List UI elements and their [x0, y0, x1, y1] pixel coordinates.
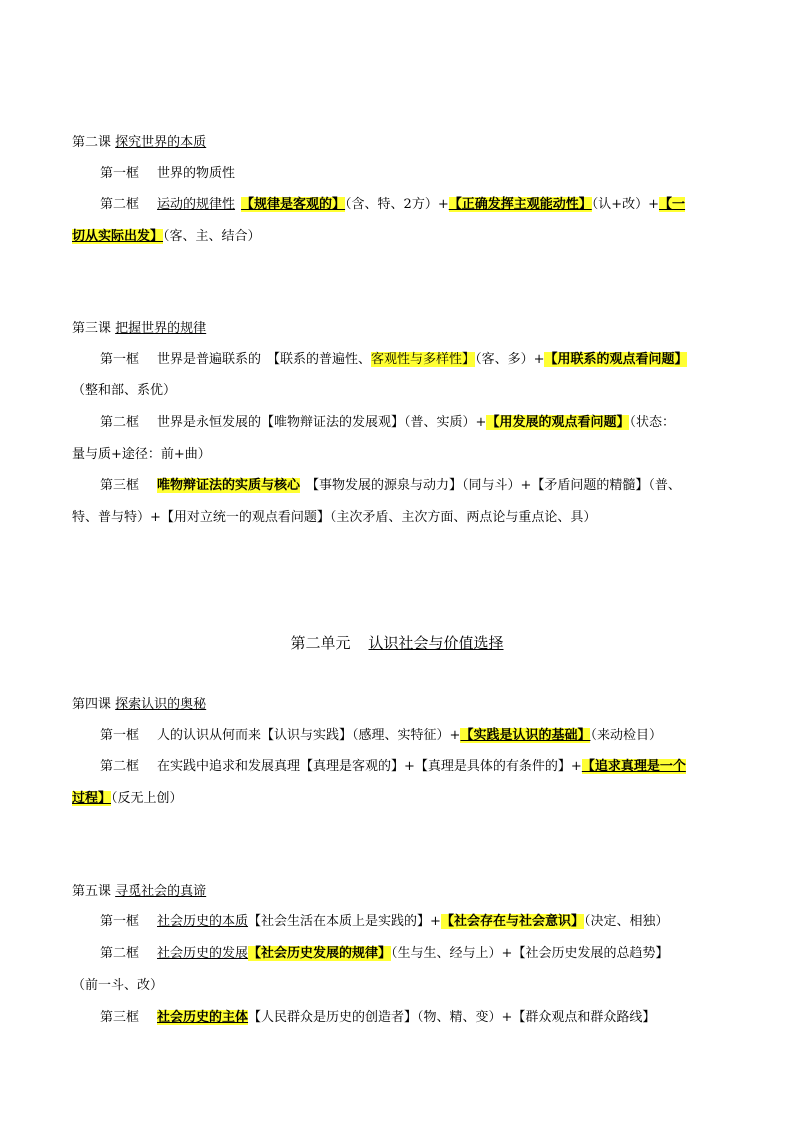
frame-title: 社会历史的本质 — [157, 914, 249, 929]
lesson5-frame2 — [100, 945, 732, 963]
lesson5-frame3 — [100, 1009, 732, 1027]
frame-number: 第三框 — [100, 1010, 140, 1025]
lesson5-label: 第五课 — [72, 884, 112, 899]
lesson4-frame2 — [100, 758, 732, 776]
lesson2-frame2-cont — [72, 228, 732, 246]
lesson3-frame3-cont — [72, 509, 732, 527]
lesson4-frame1 — [100, 727, 732, 745]
frame-title: 世界的物质性 — [157, 166, 236, 181]
frame-title: 世界是普遍联系的 — [157, 352, 262, 367]
key-point: 【社会存在与社会意识】 — [440, 914, 584, 929]
note: （客、多）+ — [475, 352, 545, 367]
lesson3-title: 把握世界的规律 — [115, 321, 207, 336]
key-point: 【规律是客观的】 — [241, 197, 346, 212]
lesson4-title: 探索认识的奥秘 — [115, 697, 207, 712]
note: （决定、相独） — [583, 914, 669, 929]
frame-number: 第一框 — [100, 166, 140, 181]
key-point: 客观性与多样性】 — [371, 352, 476, 367]
note: （前一斗、改） — [72, 978, 164, 993]
key-point: 【实践是认识的基础】 — [460, 728, 591, 743]
lesson2-title: 探究世界的本质 — [115, 135, 207, 150]
unit-title: 认识社会与价值选择 — [368, 634, 504, 652]
lesson5-frame2-cont — [72, 977, 732, 995]
note: （状态： — [629, 415, 675, 430]
key-point: 唯物辩证法的实质与核心 — [157, 478, 301, 493]
key-point: 【正确发挥主观能动性】 — [448, 197, 592, 212]
point: 【社会生活在本质上是实践的】+ — [248, 914, 441, 929]
lesson2-label: 第二课 — [72, 135, 112, 150]
point: 【认识与实践】（感理、实特征）+ — [261, 728, 461, 743]
point: 【联系的普遍性、 — [267, 352, 372, 367]
point: 【人民群众是历史的创造者】（物、精、变）+【群众观点和群众路线】 — [248, 1010, 656, 1025]
lesson3-frame2 — [100, 414, 732, 432]
key-point: 【用联系的观点看问题】 — [544, 352, 688, 367]
note: （整和部、系优） — [72, 383, 177, 398]
frame-title: 社会历史的发展 — [157, 946, 249, 961]
lesson2-frame1 — [100, 165, 732, 183]
key-point: 【社会历史发展的规律】 — [248, 946, 392, 961]
lesson5-heading — [72, 883, 732, 901]
key-point: 切从实际出发】 — [72, 229, 164, 244]
note: （客、主、结合） — [163, 229, 261, 244]
frame-number: 第一框 — [100, 728, 140, 743]
frame-title: 运动的规律性 — [157, 197, 236, 212]
note: （反无上创） — [111, 791, 183, 806]
frame-number: 第二框 — [100, 415, 140, 430]
lesson4-label: 第四课 — [72, 697, 112, 712]
frame-number: 第二框 — [100, 759, 140, 774]
lesson3-frame1-cont — [72, 382, 732, 400]
lesson2-frame2 — [100, 196, 732, 214]
lesson3-heading — [72, 320, 732, 338]
key-point: 【一 — [659, 197, 686, 212]
lesson3-frame1 — [100, 351, 732, 369]
frame-number: 第一框 — [100, 914, 140, 929]
lesson3-label: 第三课 — [72, 321, 112, 336]
frame-number: 第三框 — [100, 478, 140, 493]
lesson4-frame2-cont — [72, 790, 732, 808]
note: （认+改）+ — [591, 197, 660, 212]
point: （生与生、经与上）+【社会历史发展的总趋势】 — [391, 946, 669, 961]
point: 特、普与特）+【用对立统一的观点看问题】（主次矛盾、主次方面、两点论与重点论、具） — [72, 510, 597, 525]
frame-number: 第二框 — [100, 946, 140, 961]
point: 【事物发展的源泉与动力】（同与斗）+【矛盾问题的精髓】（普、 — [306, 478, 681, 493]
lesson5-frame1 — [100, 913, 732, 931]
lesson2-heading — [72, 134, 732, 152]
lesson4-heading — [72, 696, 732, 714]
point: 【唯物辩证法的发展观】（普、实质）+ — [261, 415, 487, 430]
key-point: 过程】 — [72, 791, 112, 806]
note: （含、特、2方）+ — [345, 197, 449, 212]
frame-title: 在实践中追求和发展真理 — [157, 759, 301, 774]
point: 【真理是客观的】+【真理是具体的有条件的】+ — [300, 759, 582, 774]
key-point: 【用发展的观点看问题】 — [486, 415, 630, 430]
frame-title: 人的认识从何而来 — [157, 728, 262, 743]
lesson5-title: 寻觅社会的真谛 — [115, 884, 207, 899]
key-point: 【追求真理是一个 — [581, 759, 686, 774]
unit-label: 第二单元 — [290, 634, 351, 652]
frame-number: 第一框 — [100, 352, 140, 367]
lesson3-frame3 — [100, 477, 732, 495]
lesson3-frame2-cont — [72, 446, 732, 464]
unit-heading — [0, 633, 794, 653]
note: 量与质+途径：前+曲） — [72, 447, 211, 462]
note: （来动检目） — [590, 728, 662, 743]
frame-number: 第二框 — [100, 197, 140, 212]
key-point: 社会历史的主体 — [157, 1010, 249, 1025]
frame-title: 世界是永恒发展的 — [157, 415, 262, 430]
